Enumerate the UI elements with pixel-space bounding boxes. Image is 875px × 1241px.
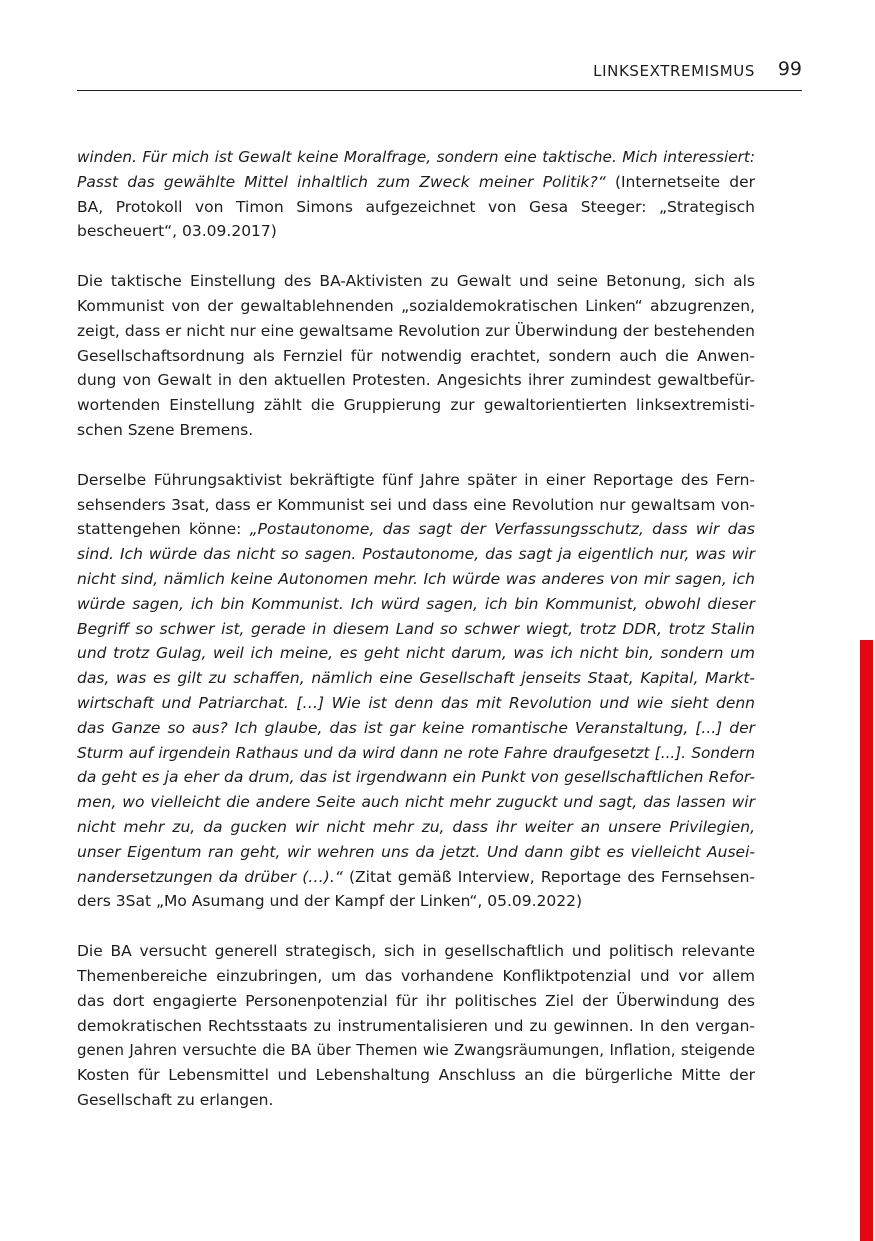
text-line: dung von Gewalt in den aktuellen Protesten. Angesichts ihrer zumindest gewaltbefür- <box>77 371 755 390</box>
text-line: nicht mehr zu, da gucken wir nicht mehr zu, dass ihr weiter an unsere Privilegien, <box>77 817 755 836</box>
quote-fragment: nandersetzungen da drüber (…).“ <box>77 867 343 886</box>
quote-fragment: „Postautonome, das sagt der Verfassungsschutz, dass wir das <box>249 520 755 539</box>
text-line: Gesellschaft zu erlangen. <box>77 1090 274 1109</box>
text-line: wortenden Einstellung zählt die Gruppierung zur gewaltorientierten linksextremisti- <box>77 396 755 415</box>
text-line: BA, Protokoll von Timon Simons aufgezeichnet von Gesa Steeger: „Strategisch <box>77 197 755 216</box>
citation-fragment: (Internetseite der <box>605 172 755 191</box>
text-line: demokratischen Rechtsstaats zu instrumentalisieren und zu gewinnen. In den vergan- <box>77 1016 755 1035</box>
text-line: ders 3Sat „Mo Asumang und der Kampf der Linken“, 05.09.2022) <box>77 892 583 911</box>
text-line: Themenbereiche einzubringen, um das vorhandene Konfliktpotenzial und vor allem <box>77 966 755 985</box>
text-line <box>77 170 755 195</box>
text-line: wirtschaft und Patriarchat. […] Wie ist denn das mit Revolution und wie sieht denn <box>77 693 755 712</box>
text-line <box>77 517 755 542</box>
text-line: das dort engagierte Personenpotenzial für ihr politisches Ziel der Überwindung des <box>77 991 755 1010</box>
page-number: 99 <box>777 58 802 80</box>
paragraph-interview-quote <box>77 468 755 914</box>
chapter-tab-marker <box>860 640 873 1241</box>
text-line: unser Eigentum ran geht, wir wehren uns da jetzt. Und dann gibt es vielleicht Ausei- <box>77 842 755 861</box>
paragraph-tactical-stance <box>77 269 755 443</box>
text-line: sind. Ich würde das nicht so sagen. Postautonome, das sagt ja eigentlich nur, was wir <box>77 545 755 564</box>
text-line: Begriff so schwer ist, gerade in diesem Land so schwer wiegt, trotz DDR, trotz Stalin <box>77 619 755 638</box>
text-line: das, was es gilt zu schaffen, nämlich eine Gesellschaft jenseits Staat, Kapital, Markt- <box>77 669 755 688</box>
text-line: Derselbe Führungsaktivist bekräftigte fünf Jahre später in einer Reportage des Fern- <box>77 470 755 489</box>
text-line: bescheuert“, 03.09.2017) <box>77 222 277 241</box>
paragraph-quote-end <box>77 145 755 244</box>
text-line: genen Jahren versuchte die BA über Themen wie Zwangsräumungen, Inflation, steigende <box>77 1041 755 1060</box>
page-body <box>77 145 755 1138</box>
quote-fragment: Passt das gewählte Mittel inhaltlich zum Zweck meiner Politik?“ <box>77 172 606 191</box>
text-line: und trotz Gulag, weil ich meine, es geht nicht darum, was ich nicht bin, sondern um <box>77 644 755 663</box>
text-line: Die BA versucht generell strategisch, sich in gesellschaftlich und politisch relevante <box>77 942 755 961</box>
text-line: da geht es ja eher da drum, das ist irgendwann ein Punkt von gesellschaftlichen Refor- <box>77 768 755 787</box>
text-line: zeigt, dass er nicht nur eine gewaltsame Revolution zur Überwindung der bestehenden <box>77 321 755 340</box>
text-line: würde sagen, ich bin Kommunist. Ich würd sagen, ich bin Kommunist, obwohl dieser <box>77 594 755 613</box>
page-header <box>77 56 802 91</box>
text-line: men, wo vielleicht die andere Seite auch nicht mehr zuguckt und sagt, das lassen wir <box>77 793 755 812</box>
paragraph-strategy <box>77 939 755 1113</box>
text-line <box>77 865 755 890</box>
text-line: Kommunist von der gewaltablehnenden „sozialdemokratischen Linken“ abzugrenzen, <box>77 296 755 315</box>
running-title: LINKSEXTREMISMUS <box>593 62 755 80</box>
citation-fragment: (Zitat gemäß Interview, Reportage des Fernsehsen- <box>342 867 755 886</box>
text-line: winden. Für mich ist Gewalt keine Moralfrage, sondern eine taktische. Mich interessiert: <box>77 148 755 166</box>
text-line: schen Szene Bremens. <box>77 420 254 439</box>
text-line: Sturm auf irgendein Rathaus und da wird dann ne rote Fahre draufgesetzt [...]. Sondern <box>77 743 755 762</box>
text-line: Gesellschaftsordnung als Fernziel für notwendig erachtet, sondern auch die Anwen- <box>77 346 755 365</box>
text-line: Kosten für Lebensmittel und Lebenshaltung Anschluss an die bürgerliche Mitte der <box>77 1066 755 1085</box>
text-line: Die taktische Einstellung des BA-Aktivisten zu Gewalt und seine Betonung, sich als <box>77 272 755 291</box>
text-line: sehsenders 3sat, dass er Kommunist sei und dass eine Revolution nur gewaltsam von- <box>77 495 755 514</box>
text-fragment: stattengehen könne: <box>77 520 250 539</box>
text-line: nicht sind, nämlich keine Autonomen mehr. Ich würde was anderes von mir sagen, ich <box>77 569 755 588</box>
text-line: das Ganze so aus? Ich glaube, das ist gar keine romantische Veranstaltung, [...] der <box>77 718 755 737</box>
